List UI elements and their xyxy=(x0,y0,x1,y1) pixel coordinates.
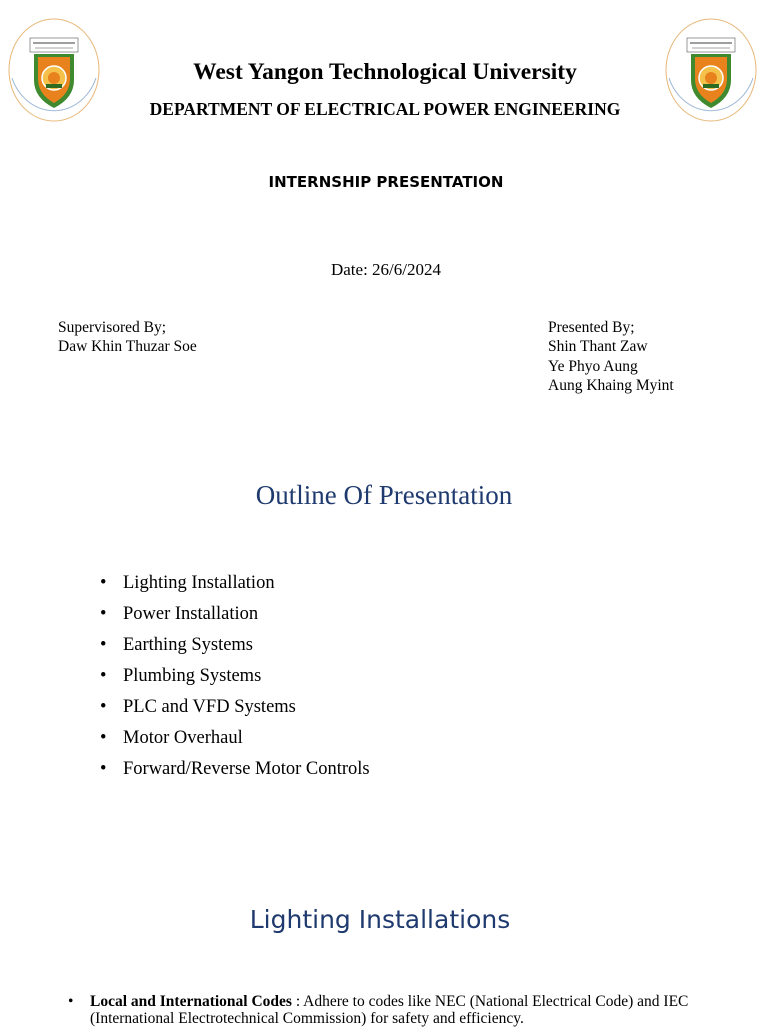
outline-item-label: Motor Overhaul xyxy=(123,728,243,748)
presentation-date: Date: 26/6/2024 xyxy=(330,260,441,279)
lighting-detail-term: Local and International Codes xyxy=(90,993,292,1010)
bullet-icon: • xyxy=(100,604,107,624)
bullet-icon: • xyxy=(100,728,107,748)
outline-item xyxy=(100,568,370,599)
outline-item xyxy=(100,692,370,723)
bullet-icon: • xyxy=(100,697,107,717)
presenter-name: Aung Khaing Myint xyxy=(548,376,674,394)
outline-item xyxy=(100,661,370,692)
bullet-icon: • xyxy=(68,993,74,1010)
supervisors-label: Supervisored By; xyxy=(58,319,167,336)
presenters-label: Presented By; xyxy=(548,319,635,336)
outline-item xyxy=(100,754,370,785)
outline-item-label: Lighting Installation xyxy=(123,573,275,593)
supervisor-name: Daw Khin Thuzar Soe xyxy=(58,338,197,356)
lighting-section-title: Lighting Installations xyxy=(249,905,511,934)
presenters-block xyxy=(548,318,674,395)
presentation-type: INTERNSHIP PRESENTATION xyxy=(268,173,504,191)
outline-item-label: Plumbing Systems xyxy=(123,666,262,686)
outline-title: Outline Of Presentation xyxy=(255,480,513,510)
bullet-icon: • xyxy=(100,666,107,686)
outline-list xyxy=(100,568,370,785)
bullet-icon: • xyxy=(100,635,107,655)
outline-item-label: Earthing Systems xyxy=(123,635,254,655)
presenter-name: Shin Thant Zaw xyxy=(548,338,648,356)
lighting-detail-description: : Adhere to codes like NEC (National Electrical Code) and IEC (International Electrotechnical Commission) for safety and efficiency. xyxy=(90,993,689,1027)
bullet-icon: • xyxy=(100,573,107,593)
outline-item-label: Power Installation xyxy=(123,604,259,624)
bullet-icon: • xyxy=(100,759,107,779)
outline-item xyxy=(100,723,370,754)
outline-item xyxy=(100,630,370,661)
outline-item-label: PLC and VFD Systems xyxy=(123,697,296,717)
outline-item xyxy=(100,599,370,630)
presenter-name: Ye Phyo Aung xyxy=(548,357,638,375)
lighting-detail-item xyxy=(68,993,708,1027)
outline-item-label: Forward/Reverse Motor Controls xyxy=(123,759,370,779)
department-title: DEPARTMENT OF ELECTRICAL POWER ENGINEERING xyxy=(149,99,621,119)
university-title: West Yangon Technological University xyxy=(193,59,577,85)
lighting-detail-text xyxy=(90,993,708,1027)
supervisors-block xyxy=(58,318,197,357)
